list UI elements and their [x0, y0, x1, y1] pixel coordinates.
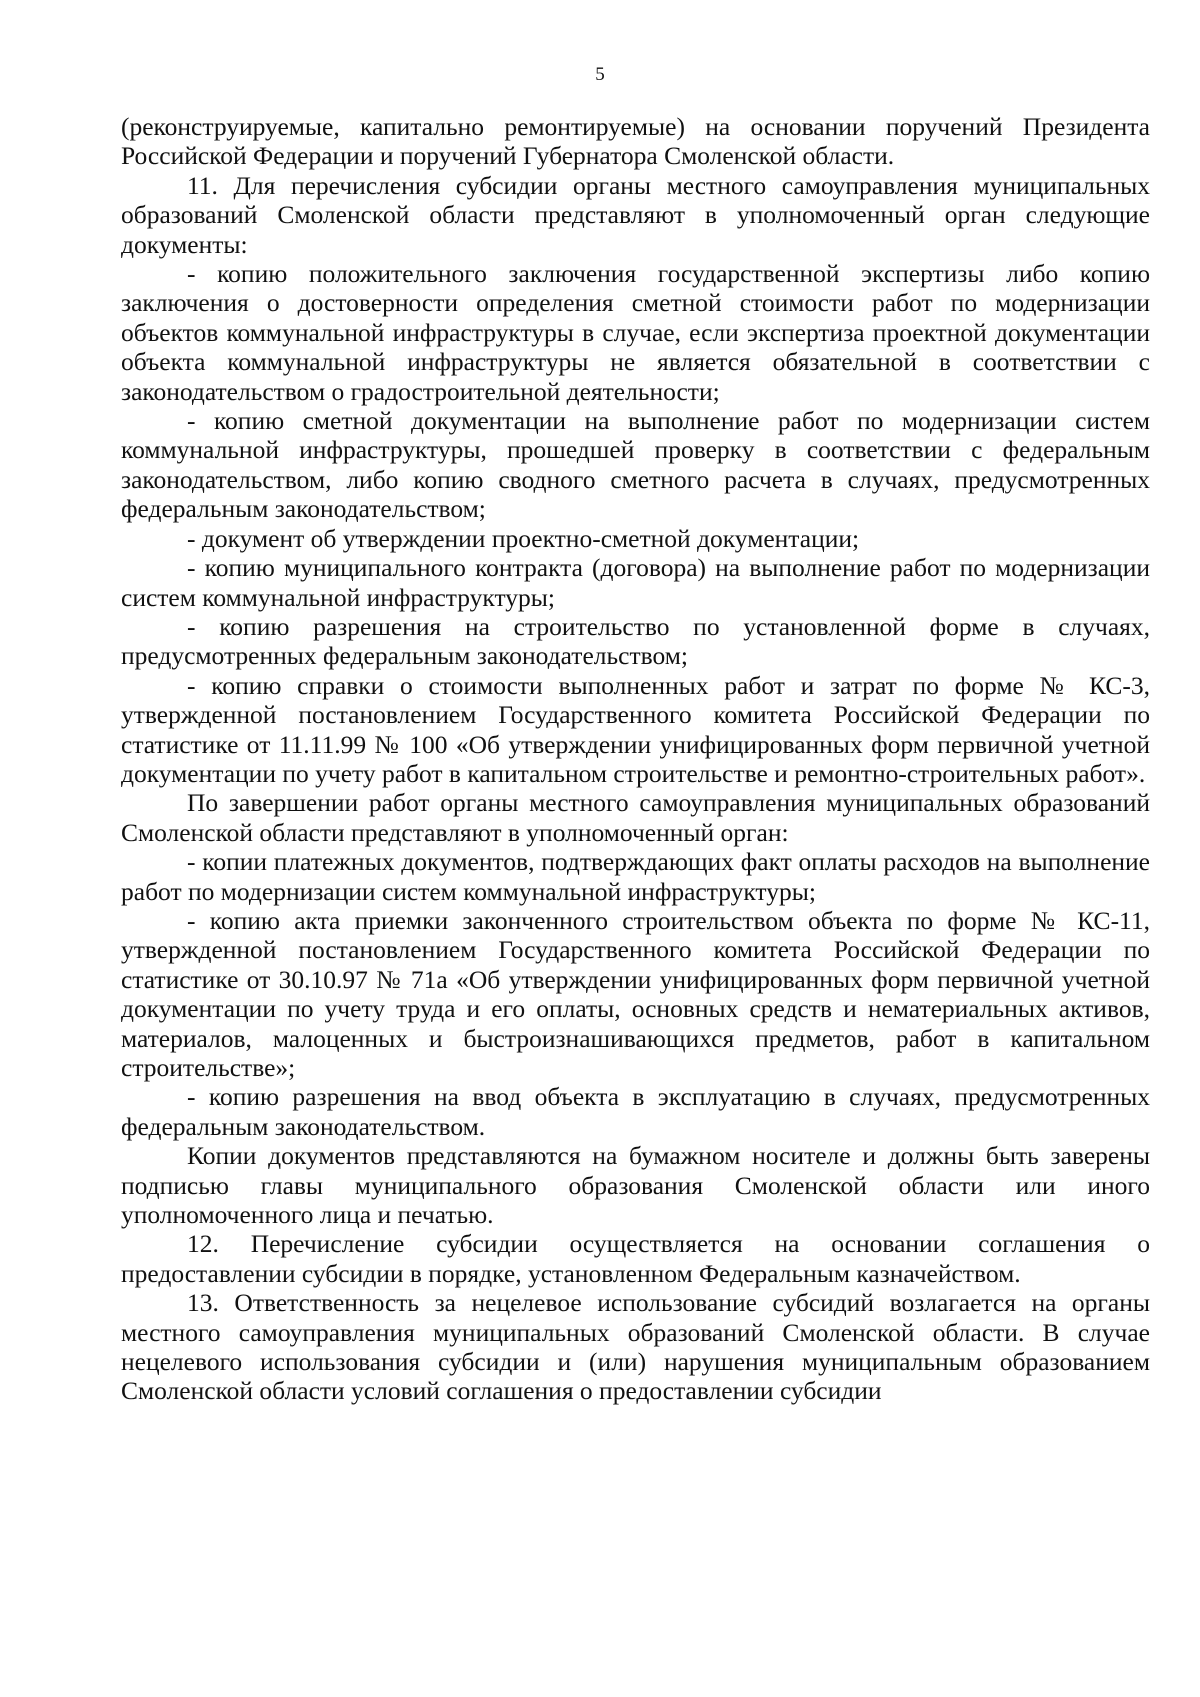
paragraph: Копии документов представляются на бумажном носителе и должны быть заверены подписью главы муниципального образования Смоленской области или иного уполномоченного лица и печатью. [121, 1141, 1150, 1230]
paragraph: - документ об утверждении проектно-сметной документации; [187, 523, 860, 553]
paragraph: 12. Перечисление субсидии осуществляется на основании соглашения о предоставлении субсидии в порядке, установленном Федеральным казначейством. [121, 1229, 1150, 1288]
paragraph: - копию справки о стоимости выполненных работ и затрат по форме № КС-3, утвержденной постановлением Государственного комитета Российской Федерации по статистике от 11.11.99 № 100 «Об утверждении унифицированных форм первичной учетной документации по учету работ в капитальном строительстве и ремонтно-строительных работ». [121, 670, 1150, 788]
paragraph: (реконструируемые, капитально ремонтируемые) на основании поручений Президента Российской Федерации и поручений Губернатора Смоленской области. [121, 112, 1150, 171]
paragraph: 11. Для перечисления субсидии органы местного самоуправления муниципальных образований Смоленской области представляют в уполномоченный орган следующие документы: [121, 170, 1150, 259]
document-body [121, 112, 1150, 1406]
page-number: 5 [595, 64, 605, 85]
paragraph: - копию разрешения на строительство по установленной форме в случаях, предусмотренных федеральным законодательством; [121, 611, 1150, 671]
paragraph: 13. Ответственность за нецелевое использование субсидий возлагается на органы местного самоуправления муниципальных образований Смоленской области. В случае нецелевого использования субсидии и (или) нарушения муниципальным образованием Смоленской области условий соглашения о предоставлении субсидии [121, 1288, 1150, 1406]
paragraph: - копию акта приемки законченного строительством объекта по форме № КС-11, утвержденной постановлением Государственного комитета Российской Федерации по статистике от 30.10.97 № 71а «Об утверждении унифицированных форм первичной учетной документации по учету труда и его оплаты, основных средств и нематериальных активов, материалов, малоценных и быстроизнашивающихся предметов, работ в капитальном строительстве»; [121, 905, 1150, 1082]
paragraph: По завершении работ органы местного самоуправления муниципальных образований Смоленской области представляют в уполномоченный орган: [121, 788, 1150, 847]
paragraph: - копию сметной документации на выполнение работ по модернизации систем коммунальной инфраструктуры, прошедшей проверку в соответствии с федеральным законодательством, либо копию сводного сметного расчета в случаях, предусмотренных федеральным законодательством; [121, 406, 1150, 524]
paragraph: - копию разрешения на ввод объекта в эксплуатацию в случаях, предусмотренных федеральным законодательством. [121, 1082, 1150, 1141]
paragraph: - копию положительного заключения государственной экспертизы либо копию заключения о достоверности определения сметной стоимости работ по модернизации объектов коммунальной инфраструктуры в случае, если экспертиза проектной документации объекта коммунальной инфраструктуры не является обязательной в соответствии с законодательством о градостроительной деятельности; [121, 259, 1150, 406]
paragraph: - копию муниципального контракта (договора) на выполнение работ по модернизации систем коммунальной инфраструктуры; [121, 553, 1150, 612]
paragraph: - копии платежных документов, подтверждающих факт оплаты расходов на выполнение работ по модернизации систем коммунальной инфраструктуры; [121, 847, 1150, 906]
